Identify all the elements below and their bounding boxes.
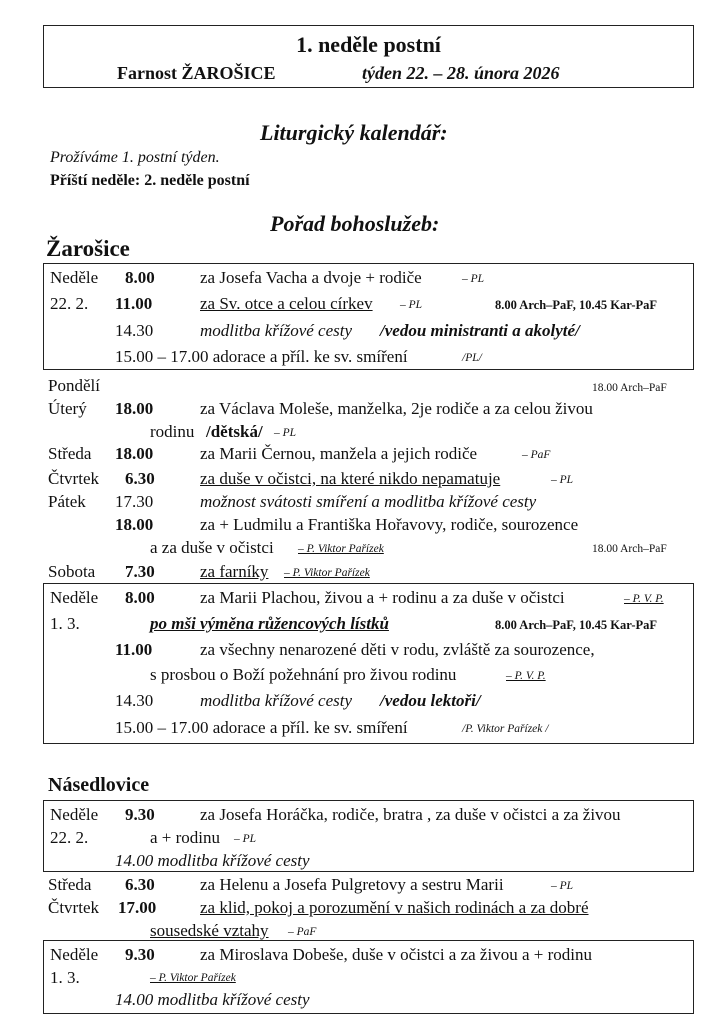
mass-intention: za Václava Moleše, manželka, 2je rodiče a za celou živou	[200, 399, 593, 418]
day-label: Středa	[48, 444, 92, 463]
priest-signature: – PL	[551, 474, 574, 486]
adoration-text: 15.00 – 17.00 adorace a příl. ke sv. smíření	[115, 347, 408, 366]
mass-intention: za + Ludmilu a Františka Hořavovy, rodiče, sourozence	[200, 515, 579, 534]
priest-signature: – P. V. P.	[624, 593, 664, 605]
priest-signature: /P. Viktor Pařízek /	[462, 723, 549, 735]
day-label: Čtvrtek	[48, 469, 99, 488]
mass-intention: za všechny nenarozené děti v rodu, zvláště za sourozence,	[200, 640, 595, 659]
day-label: Úterý	[48, 399, 87, 418]
event-extra: /vedou lektoři/	[380, 691, 481, 710]
day-label: Čtvrtek	[48, 898, 99, 917]
page-title: 1. neděle postní	[296, 32, 441, 57]
intention-continued: a + rodinu	[150, 828, 221, 847]
event-time: 14.30	[115, 691, 154, 710]
priest-signature: /PL/	[462, 352, 482, 364]
event-text: 14.00 modlitba křížové cesty	[115, 990, 310, 1009]
week-range: týden 22. – 28. února 2026	[362, 63, 560, 83]
mass-time: 18.00	[115, 515, 154, 534]
day-label: Sobota	[48, 562, 96, 581]
other-church-note: 8.00 Arch–PaF, 10.45 Kar-PaF	[495, 618, 658, 632]
date-label: 22. 2.	[50, 294, 89, 313]
mass-intention: za Marii Plachou, živou a + rodinu a za duše v očistci	[200, 588, 565, 607]
mass-intention: za Josefa Horáčka, rodiče, bratra , za duše v očistci a za živou	[200, 805, 621, 824]
adoration-text: 15.00 – 17.00 adorace a příl. ke sv. smíření	[115, 718, 408, 737]
event-time: 17.30	[115, 492, 154, 511]
priest-signature: – PL	[551, 880, 574, 892]
other-church-note: 18.00 Arch–PaF	[592, 382, 667, 394]
day-label: Pondělí	[48, 376, 100, 395]
schedule-heading: Pořad bohoslužeb:	[270, 211, 440, 236]
mass-time: 9.30	[125, 945, 155, 964]
event-time: 14.30	[115, 321, 154, 340]
mass-time: 9.30	[125, 805, 155, 824]
mass-intention: za Sv. otce a celou církev	[200, 294, 373, 313]
mass-time: 17.00	[118, 898, 157, 917]
priest-signature: – PL	[274, 427, 297, 439]
other-church-note: 18.00 Arch–PaF	[592, 543, 667, 555]
priest-signature: – P. Viktor Pařízek	[298, 543, 384, 555]
priest-signature: – P. V. P.	[506, 670, 546, 682]
date-label: 22. 2.	[50, 828, 89, 847]
day-label: Neděle	[50, 588, 99, 607]
intention-continued: rodinu	[150, 422, 195, 441]
mass-intention: za Miroslava Dobeše, duše v očistci a za živou a + rodinu	[200, 945, 592, 964]
day-label: Neděle	[50, 805, 99, 824]
date-label: 1. 3.	[50, 968, 80, 987]
mass-time: 18.00	[115, 399, 154, 418]
event-text: modlitba křížové cesty	[200, 321, 353, 340]
priest-signature: – PL	[234, 833, 257, 845]
priest-signature: – PaF	[522, 449, 551, 461]
mass-intention: za klid, pokoj a porozumění v našich rodinách a za dobré	[200, 898, 589, 917]
mass-time: 6.30	[125, 469, 155, 488]
mass-time: 8.00	[125, 588, 155, 607]
section-title-zarosice: Žarošice	[46, 236, 130, 261]
mass-time: 6.30	[125, 875, 155, 894]
mass-note: /dětská/	[206, 422, 263, 441]
priest-signature: – PL	[400, 299, 423, 311]
liturgy-line-2: Příští neděle: 2. neděle postní	[50, 172, 250, 189]
date-label: 1. 3.	[50, 614, 80, 633]
day-label: Pátek	[48, 492, 86, 511]
mass-intention: za duše v očistci, na které nikdo nepamatuje	[200, 469, 501, 488]
mass-time: 11.00	[115, 294, 153, 313]
mass-intention: za Helenu a Josefa Pulgretovy a sestru Marii	[200, 875, 504, 894]
priest-signature: – PL	[462, 273, 485, 285]
mass-intention: za Josefa Vacha a dvoje + rodiče	[200, 268, 422, 287]
intention-continued: sousedské vztahy	[150, 921, 269, 940]
liturgy-heading: Liturgický kalendář:	[260, 120, 448, 145]
mass-time: 8.00	[125, 268, 155, 287]
event-text: 14.00 modlitba křížové cesty	[115, 851, 310, 870]
parish-name: Farnost ŽAROŠICE	[117, 63, 276, 83]
rosary-exchange: po mši výměna růžencových lístků	[150, 614, 389, 633]
intention-continued: s prosbou o Boží požehnání pro živou rodinu	[150, 665, 457, 684]
priest-signature: – P. Viktor Pařízek	[150, 972, 236, 984]
intention-continued: a za duše v očistci	[150, 538, 274, 557]
liturgy-line-1: Prožíváme 1. postní týden.	[50, 149, 220, 166]
mass-time: 11.00	[115, 640, 153, 659]
priest-signature: – PaF	[288, 926, 317, 938]
mass-time: 7.30	[125, 562, 155, 581]
mass-intention: za farníky	[200, 562, 269, 581]
event-text: modlitba křížové cesty	[200, 691, 353, 710]
mass-time: 18.00	[115, 444, 154, 463]
priest-signature: – P. Viktor Pařízek	[284, 567, 370, 579]
event-text: možnost svátosti smíření a modlitba křížové cesty	[200, 492, 537, 511]
day-label: Středa	[48, 875, 92, 894]
day-label: Neděle	[50, 945, 99, 964]
section-title-nasedlovice: Násedlovice	[48, 774, 150, 796]
day-label: Neděle	[50, 268, 99, 287]
mass-intention: za Marii Černou, manžela a jejich rodiče	[200, 444, 478, 463]
other-church-note: 8.00 Arch–PaF, 10.45 Kar-PaF	[495, 298, 658, 312]
event-extra: /vedou ministranti a akolyté/	[380, 321, 580, 340]
